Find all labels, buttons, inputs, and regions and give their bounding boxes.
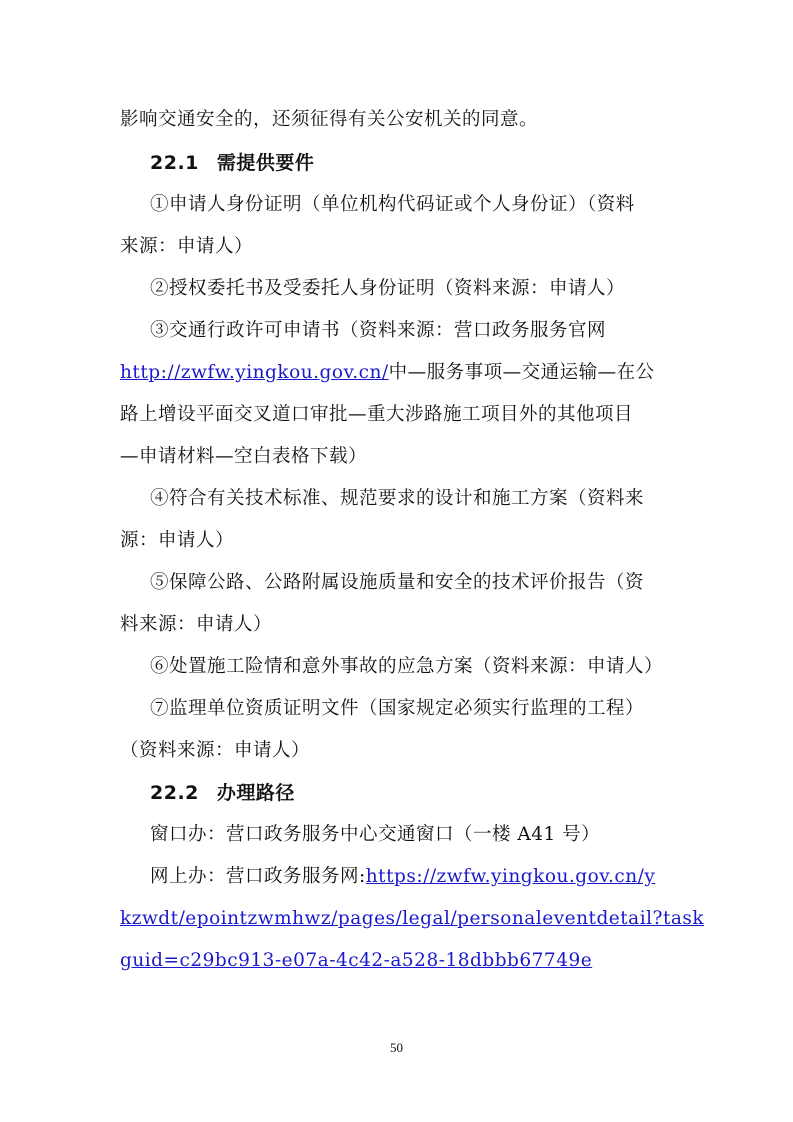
section-number: 22.2 [150, 782, 199, 804]
list-item-5: ⑤保障公路、公路附属设施质量和安全的技术评价报告（资 [150, 572, 645, 593]
section-heading-22-1 [150, 151, 710, 175]
list-item-1-cont: 来源：申请人） [120, 236, 254, 257]
list-item-4-cont: 源：申请人） [120, 530, 235, 551]
zwfw-home-link[interactable]: http://zwfw.yingkou.gov.cn/ [120, 362, 389, 383]
section-number: 22.1 [150, 152, 199, 174]
online-service-link[interactable]: https://zwfw.yingkou.gov.cn/y [365, 866, 656, 887]
online-service-link[interactable]: guid=c29bc913-e07a-4c42-a528-18dbbb67749e [120, 950, 593, 971]
list-item-1: ①申请人身份证明（单位机构代码证或个人身份证）（资料 [150, 194, 635, 215]
paragraph-line: 影响交通安全的，还须征得有关公安机关的同意。 [120, 109, 539, 130]
section-title: 办理路径 [216, 782, 295, 804]
list-item-3-path: 中—服务事项—交通运输—在公 [388, 362, 655, 383]
online-service-label: 网上办：营口政务服务网: [150, 866, 366, 887]
list-item-7: ⑦监理单位资质证明文件（国家规定必须实行监理的工程） [150, 698, 645, 719]
list-item-7-cont: （资料来源：申请人） [120, 740, 311, 761]
list-item-3-cont: 路上增设平面交叉道口审批—重大涉路施工项目外的其他项目 [120, 404, 634, 425]
page-number: 50 [390, 1040, 403, 1055]
online-service-link-cont [120, 949, 680, 973]
window-service-line: 窗口办：营口政务服务中心交通窗口（一楼 A41 号） [150, 824, 601, 845]
list-item-6: ⑥处置施工险情和意外事故的应急方案（资料来源：申请人） [150, 656, 664, 677]
section-heading-22-2 [150, 781, 710, 805]
list-item-3-cont [120, 361, 680, 385]
online-service-link-cont [120, 907, 705, 931]
list-item-2: ②授权委托书及受委托人身份证明（资料来源：申请人） [150, 278, 626, 299]
list-item-4: ④符合有关技术标准、规范要求的设计和施工方案（资料来 [150, 488, 645, 509]
online-service-line [150, 865, 710, 889]
list-item-5-cont: 料来源：申请人） [120, 614, 273, 635]
section-title: 需提供要件 [216, 152, 315, 174]
list-item-3-cont: —申请材料—空白表格下载） [120, 446, 368, 467]
online-service-link[interactable]: kzwdt/epointzwmhwz/pages/legal/personaleventdetail?task [120, 908, 705, 929]
list-item-3: ③交通行政许可申请书（资料来源：营口政务服务官网 [150, 320, 607, 341]
